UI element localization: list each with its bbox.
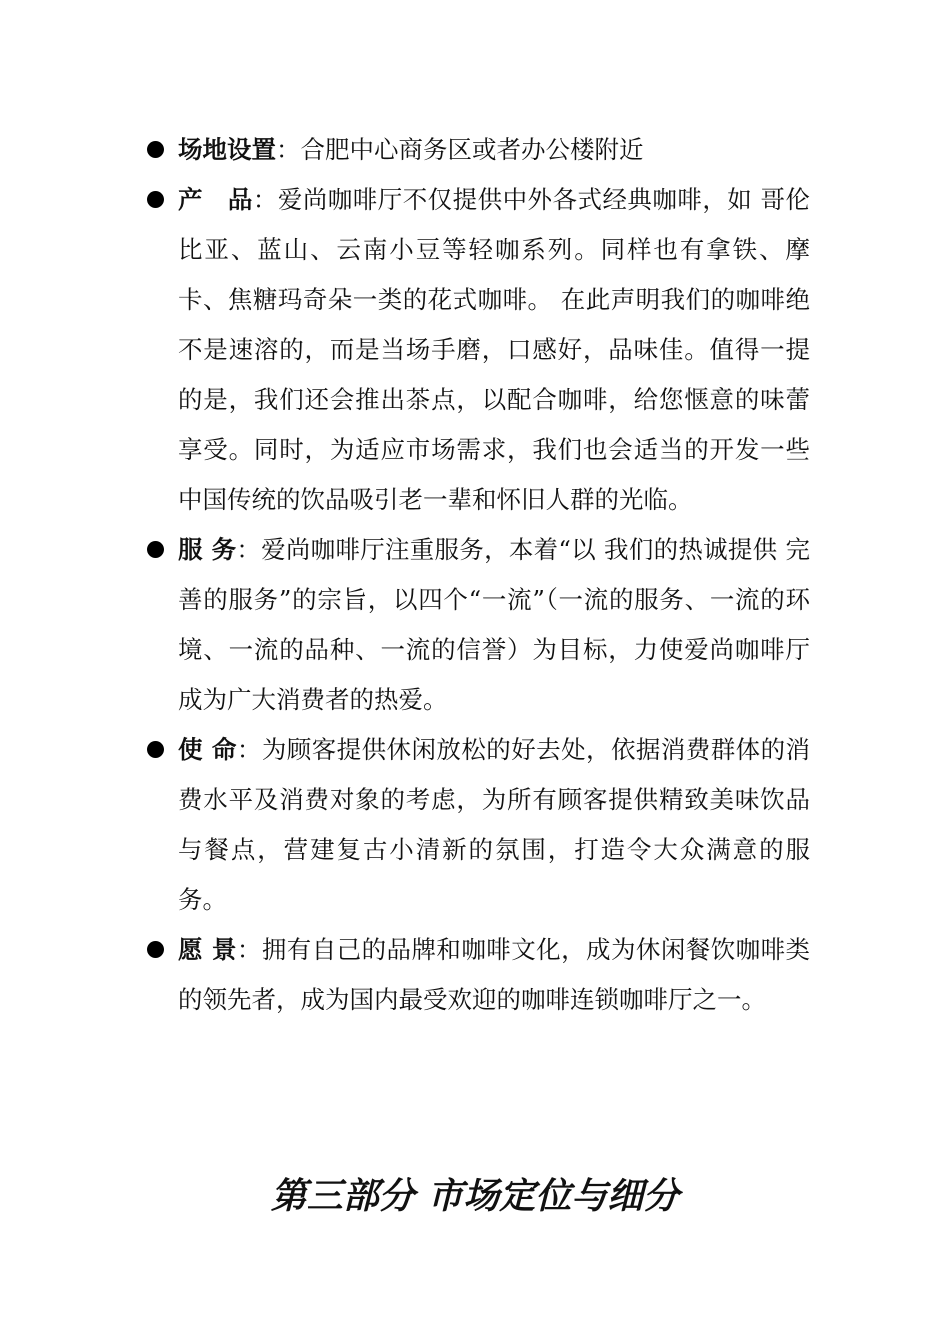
item-term: 使 命 bbox=[178, 735, 237, 764]
bullet-icon bbox=[147, 141, 164, 158]
item-text: 拥有自己的品牌和咖啡文化，成为休闲餐饮咖啡类的领先者，成为国内最受欢迎的咖啡连锁咖啡厅之一。 bbox=[178, 935, 811, 1014]
item-text: 合肥中心商务区或者办公楼附近 bbox=[300, 135, 644, 164]
bullet-icon bbox=[147, 941, 164, 958]
list-item-venue bbox=[145, 125, 810, 175]
bullet-list bbox=[145, 125, 810, 1025]
item-term: 愿 景 bbox=[178, 935, 237, 964]
item-text: 爱尚咖啡厅不仅提供中外各式经典咖啡，如 哥伦比亚、蓝山、云南小豆等轻咖系列。同样也有拿铁、摩卡、焦糖玛奇朵一类的花式咖啡。 在此声明我们的咖啡绝不是速溶的，而是当场手磨，口感好，品味佳。值得一提的是，我们还会推出茶点，以配合咖啡，给您惬意的味蕾享受。同时，为适应市场需求，我们也会适当的开发一些中国传统的饮品吸引老一辈和怀旧人群的光临。 bbox=[178, 185, 810, 514]
list-item-product bbox=[145, 175, 810, 525]
bullet-icon bbox=[147, 541, 164, 558]
bullet-icon bbox=[147, 741, 164, 758]
section-heading: 第三部分 市场定位与细分 bbox=[270, 1175, 680, 1217]
item-separator: ： bbox=[236, 535, 262, 564]
item-separator: ： bbox=[252, 185, 278, 214]
item-term: 场地设置 bbox=[178, 135, 276, 164]
list-item-vision bbox=[145, 925, 810, 1025]
item-text: 为顾客提供休闲放松的好去处，依据消费群体的消费水平及消费对象的考虑，为所有顾客提供精致美味饮品与餐点，营建复古小清新的氛围，打造令大众满意的服务。 bbox=[178, 735, 811, 914]
bullet-icon bbox=[147, 191, 164, 208]
list-item-service bbox=[145, 525, 810, 725]
item-separator: ： bbox=[276, 135, 301, 164]
item-term: 服 务 bbox=[178, 535, 237, 564]
item-separator: ： bbox=[236, 735, 262, 764]
list-item-mission bbox=[145, 725, 810, 925]
item-text: 爱尚咖啡厅注重服务，本着“以 我们的热诚提供 完善的服务”的宗旨，以四个“一流”（一流的服务、一流的环境、一流的品种、一流的信誉）为目标，力使爱尚咖啡厅成为广大消费者的热爱。 bbox=[178, 535, 811, 714]
item-term: 产 品 bbox=[178, 185, 253, 214]
item-separator: ： bbox=[236, 935, 262, 964]
